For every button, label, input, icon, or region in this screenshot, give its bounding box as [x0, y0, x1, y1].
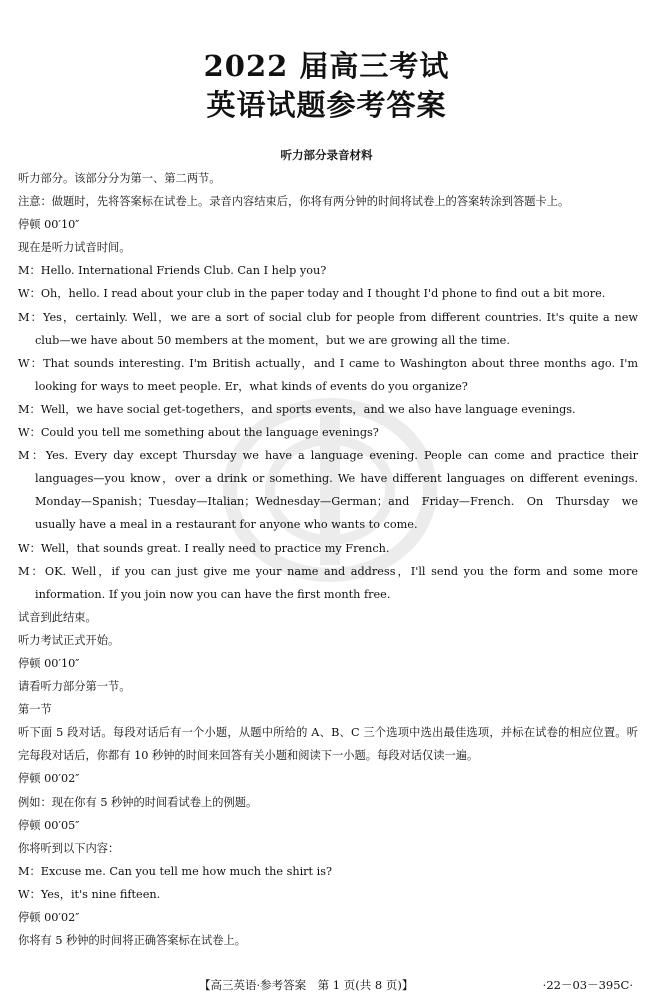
footer-page-info: 【高三英语·参考答案 第 1 页(共 8 页)】 [199, 978, 414, 992]
dialogue-line [18, 560, 638, 606]
dialogue-line [18, 398, 638, 421]
paragraph-text: Yes，certainly. Well，we are a sort of social club for people from different countries. It's quite a new club—we have about 50 members at the moment，but we are growing all the time. [35, 310, 638, 347]
paragraph-text: Yes. Every day except Thursday we have a language evening. People can come and practice their languages—you know，over a drink or something. We have different languages on different evenings. Monday—Spanish；Tuesday—Italian；Wednesday—German；and Friday—French. On Thursday we usually have a meal in a restaurant for anyone who wants to come. [35, 449, 638, 532]
speaker-label: M： [18, 864, 41, 878]
speaker-label: W： [18, 287, 41, 301]
paragraph-text: Yes，it's nine fifteen. [40, 887, 161, 901]
paragraph [18, 698, 638, 721]
paragraph-text: 停顿 00′10″ [18, 656, 80, 670]
paragraph-text: 例如：现在你有 5 秒钟的时间看试卷上的例题。 [18, 795, 258, 809]
paragraph [18, 837, 638, 860]
paragraph-text: Excuse me. Can you tell me how much the shirt is? [40, 864, 333, 878]
paragraph-text: 停顿 00′02″ [18, 772, 80, 786]
speaker-label: M： [18, 310, 43, 324]
dialogue-line [18, 537, 638, 560]
dialogue-line [18, 282, 638, 305]
dialogue-line [18, 444, 638, 536]
speaker-label: W： [18, 426, 41, 440]
paragraph-text: Could you tell me something about the language evenings? [40, 426, 379, 440]
paragraph-text: 听力考试正式开始。 [18, 633, 120, 647]
paragraph-text: 停顿 00′02″ [18, 911, 80, 924]
paragraph-text: Oh，hello. I read about your club in the paper today and I thought I'd phone to find out a bit more. [40, 287, 606, 301]
paragraph [18, 629, 638, 652]
dialogue-line [18, 883, 638, 906]
paragraph-text: Hello. International Friends Club. Can I help you? [40, 264, 327, 278]
paragraph-text: 听下面 5 段对话。每段对话后有一个小题，从题中所给的 A、B、C 三个选项中选出最佳选项，并标在试卷的相应位置。听完每段对话后，你都有 10 秒钟的时间来回答有关小题和阅读下一小题。每段对话仅读一遍。 [18, 726, 638, 763]
paragraph-text: 现在是听力试音时间。 [18, 241, 131, 255]
footer-code: ·22－03－395C· [542, 978, 633, 992]
section-heading: 听力部分录音材料 [280, 148, 373, 162]
paragraph [18, 213, 638, 236]
paragraph [18, 721, 638, 767]
paragraph-text: 请看听力部分第一节。 [18, 680, 131, 694]
page-footer [0, 974, 653, 996]
dialogue-line [18, 352, 638, 398]
dialogue-line [18, 306, 638, 352]
paragraph-text: 注意：做题时，先将答案标在试卷上。录音内容结束后，你将有两分钟的时间将试卷上的答案转涂到答题卡上。 [18, 195, 570, 209]
paragraph [18, 167, 638, 190]
speaker-label: M： [18, 449, 46, 463]
dialogue-line [18, 421, 638, 444]
paragraph [18, 929, 638, 952]
paragraph-text: 听力部分。该部分分为第一、第二两节。 [18, 172, 221, 185]
speaker-label: M： [18, 264, 41, 278]
paragraph-text: OK. Well，if you can just give me your name and address，I'll send you the form and some more information. If you join now you can have the first month free. [35, 564, 638, 601]
paragraph-text: 第一节 [18, 703, 52, 717]
paragraph-text: 停顿 00′05″ [18, 818, 80, 832]
dialogue-line [18, 860, 638, 883]
paragraph [18, 652, 638, 675]
paragraph [18, 606, 638, 629]
document-title-line2: 英语试题参考答案 [206, 88, 447, 122]
paragraph-text: Well，that sounds great. I really need to practice my French. [40, 541, 390, 555]
speaker-label: M： [18, 564, 45, 578]
speaker-label: W： [18, 887, 41, 901]
transcript-body [18, 167, 638, 952]
paragraph-text: 试音到此结束。 [18, 610, 97, 624]
paragraph [18, 814, 638, 837]
paragraph [18, 791, 638, 814]
paragraph [18, 236, 638, 259]
paragraph [18, 190, 638, 213]
paragraph-text: 停顿 00′10″ [18, 218, 80, 232]
paragraph [18, 675, 638, 698]
speaker-label: W： [18, 356, 44, 370]
speaker-label: M： [18, 402, 41, 416]
paragraph [18, 767, 638, 790]
paragraph-text: That sounds interesting. I'm British actually，and I came to Washington about three months ago. I'm looking for ways to meet people. Er，what kinds of events do you organize? [35, 356, 638, 393]
dialogue-line [18, 259, 638, 282]
document-title-line1: 2022 届高三考试 [203, 49, 450, 83]
paragraph-text: 你将听到以下内容： [18, 841, 120, 855]
paragraph-text: 你将有 5 秒钟的时间将正确答案标在试卷上。 [18, 934, 247, 948]
paragraph [18, 906, 638, 929]
speaker-label: W： [18, 541, 41, 555]
paragraph-text: Well，we have social get-togethers，and sports events，and we also have language evenings. [40, 402, 576, 416]
